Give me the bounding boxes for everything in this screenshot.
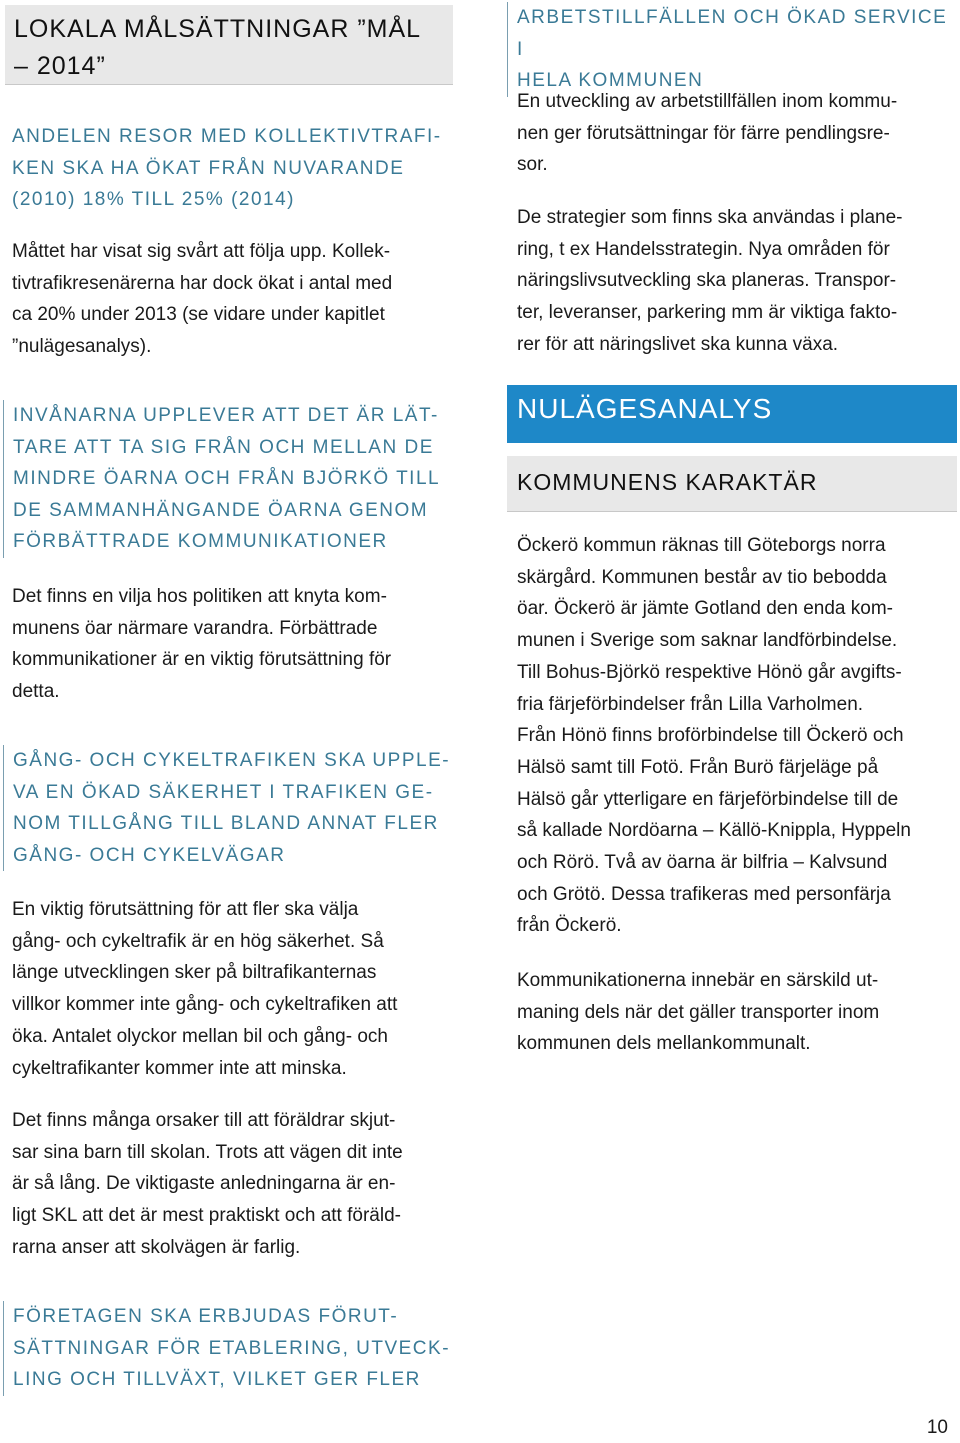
paragraph-karaktar: Öckerö kommun räknas till Göteborgs norra skärgård. Kommunen består av tio bebodda öar. Öckerö är jämte Gotland den enda kom- munen i Sverige som saknar landförbindelse. Till Bohus-Björkö respektive Hönö går avgifts- fria färjeförbindelser från Lilla Varholmen. Från Hönö finns broförbindelse till Öckerö och Hälsö samt till Fotö. Från Burö färjeläge på Hälsö går ytterligare en färjeförbindelse till de så kallade Nordöarna – Källö-Knippla, Hyppeln och Rörö. Två av öarna är bilfria – Kalvsund och Grötö. Dessa trafikeras med personfärja från Öckerö. [517, 535, 911, 937]
paragraph-skjuts: Det finns många orsaker till att föräldrar skjut- sar sina barn till skolan. Trots att vägen dit inte är så lång. De viktigaste anledningarna är en- ligt SKL att det är mest praktiskt och att föräld- rarna anser att skolvägen är farlig. [12, 1110, 403, 1258]
paragraph-kommunikationerna: Kommunikationerna innebär en särskild ut- maning dels när det gäller transporter inom kommunen dels mellankommunalt. [517, 970, 880, 1055]
paragraph-invanarna: Det finns en vilja hos politiken att knyta kom- munens öar närmare varandra. Förbättrade kommunikationer är en viktig förutsättning för detta. [12, 586, 392, 703]
heading-gang-cykel: GÅNG- OCH CYKELTRAFIKEN SKA UPPLE- VA EN ÖKAD SÄKERHET I TRAFIKEN GE- NOM TILLGÅNG TILL BLAND ANNAT FLER GÅNG- OCH CYKELVÄGAR [3, 745, 453, 871]
paragraph-strategier: De strategier som finns ska användas i plane- ring, t ex Handelsstrategin. Nya områden för näringslivsutveckling ska planeras. Transpor- ter, leveranser, parkering mm är viktiga fakto- rer för att näringslivet ska kunna växa. [517, 207, 903, 355]
paragraph-gang-cykel: En viktig förutsättning för att fler ska välja gång- och cykeltrafik är en hög säkerhet. Så länge utvecklingen sker på biltrafikanternas villkor kommer inte gång- och cykeltrafiken att öka. Antalet olyckor mellan bil och gång- och cykeltrafikanter kommer inte att minska. [12, 899, 398, 1079]
heading-kollektivtrafik: ANDELEN RESOR MED KOLLEKTIVTRAFI- KEN SKA HA ÖKAT FRÅN NUVARANDE (2010) 18% TILL 25% (2014) [12, 126, 442, 210]
page-number: 10 [926, 1417, 948, 1438]
subheading-kommunens-karaktar: KOMMUNENS KARAKTÄR [507, 456, 957, 512]
page-title: LOKALA MÅLSÄTTNINGAR ”MÅL – 2014” [5, 5, 453, 85]
heading-foretagen: FÖRETAGEN SKA ERBJUDAS FÖRUT- SÄTTNINGAR FÖR ETABLERING, UTVECK- LING OCH TILLVÄXT, VILKET GER FLER [3, 1301, 453, 1396]
paragraph-arbetstillfallen: En utveckling av arbetstillfällen inom kommu- nen ger förutsättningar för färre pendlingsre- sor. [517, 91, 898, 176]
heading-arbetstillfallen: ARBETSTILLFÄLLEN OCH ÖKAD SERVICE I HELA KOMMUNEN [507, 2, 957, 97]
section-banner-nulagesanalys: NULÄGESANALYS [507, 385, 957, 443]
heading-invanarna: INVÅNARNA UPPLEVER ATT DET ÄR LÄT- TARE ATT TA SIG FRÅN OCH MELLAN DE MINDRE ÖARNA OCH FRÅN BJÖRKÖ TILL DE SAMMANHÄNGANDE ÖARNA GENOM FÖRBÄTTRADE KOMMUNIKATIONER [3, 400, 453, 558]
paragraph-kollektivtrafik: Måttet har visat sig svårt att följa upp. Kollek- tivtrafikresenärerna har dock ökat i antal med ca 20% under 2013 (se vidare under kapitlet ”nulägesanalys). [12, 241, 393, 358]
